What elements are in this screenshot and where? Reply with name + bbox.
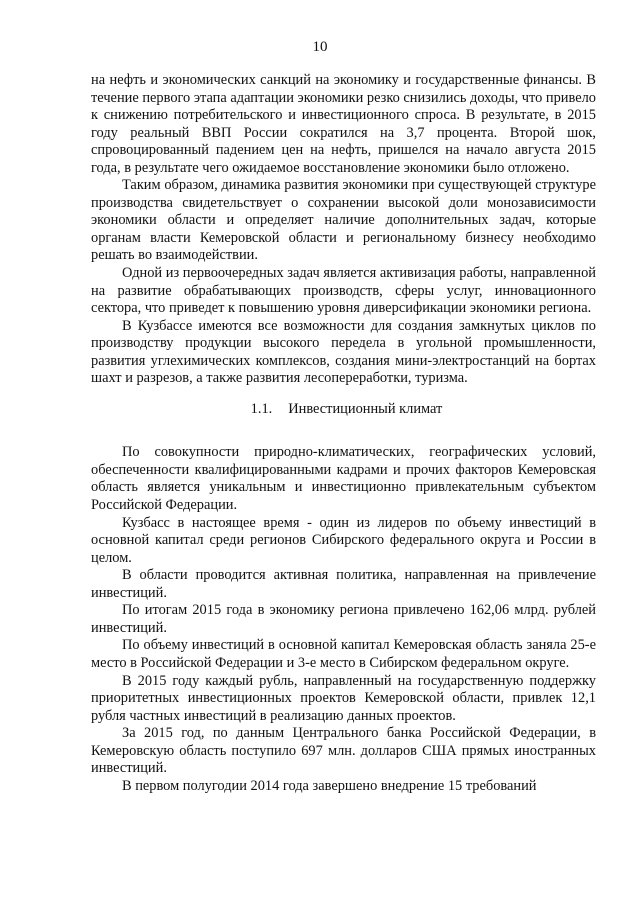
paragraph-foreign-investment: За 2015 год, по данным Центрального банка Российской Федерации, в Кемеровскую область поступило 697 млн. долларов США прямых иностранных инвестиций.: [91, 725, 596, 777]
section-title: Инвестиционный климат: [288, 400, 443, 417]
paragraph-investment-attractiveness: По совокупности природно-климатических, географических условий, обеспеченности квалифицированными кадрами и прочих факторов Кемеровская область является уникальным и инвестиционно привлекательным субъектом Российской Федерации.: [91, 444, 596, 514]
paragraph-state-support: В 2015 году каждый рубль, направленный на государственную поддержку приоритетных инвестиционных проектов Кемеровской области, привлек 12,1 рубля частных инвестиций в реализацию данных проектов.: [91, 672, 596, 724]
paragraph-monodependence: Таким образом, динамика развития экономики при существующей структуре производства свидетельствует о сохранении высокой доли монозависимости экономики области и определяет наличие дополнительных задач, которые органам власти Кемеровской области и региональному бизнесу необходимо решать во взаимодействии.: [91, 177, 596, 264]
paragraph-active-policy: В области проводится активная политика, направленная на привлечение инвестиций.: [91, 567, 596, 601]
paragraph-requirements: В первом полугодии 2014 года завершено внедрение 15 требований: [122, 777, 537, 794]
page-number: 10: [312, 39, 328, 55]
paragraph-priority-tasks: Одной из первоочередных задач является активизация работы, направленной на развитие обрабатывающих производств, сферы услуг, инновационного сектора, что приведет к повышению уровня диверсификации экономики региона.: [91, 265, 596, 317]
section-number: 1.1.: [250, 400, 273, 417]
paragraph-investment-leader: Кузбасс в настоящее время - один из лидеров по объему инвестиций в основной капитал среди регионов Сибирского федерального округа и России в целом.: [91, 514, 596, 566]
paragraph-investment-total: По итогам 2015 года в экономику региона привлечено 162,06 млрд. рублей инвестиций.: [91, 602, 596, 636]
paragraph-economic-shock: на нефть и экономических санкций на экономику и государственные финансы. В течение первого этапа адаптации экономики резко снизились доходы, что привело к снижению потребительского и инвестиционного спроса. В результате, в 2015 году реальный ВВП России сократился на 3,7 процента. Второй шок, спровоцированный падением цен на нефть, пришелся на начало августа 2015 года, в результате чего ожидаемое восстановление экономики было отложено.: [91, 72, 596, 176]
section-heading: [91, 401, 596, 419]
page-content: [91, 72, 596, 795]
paragraph-investment-rank: По объему инвестиций в основной капитал Кемеровская область заняла 25-е место в Российской Федерации и 3-е место в Сибирском федеральном округе.: [91, 637, 596, 671]
paragraph-kuzbass-opportunities: В Кузбассе имеются все возможности для создания замкнутых циклов по производству продукции высокого передела в угольной промышленности, развития углехимических комплексов, создания мини-электростанций на бортах шахт и разрезов, а также развития лесопереработки, туризма.: [91, 317, 596, 387]
